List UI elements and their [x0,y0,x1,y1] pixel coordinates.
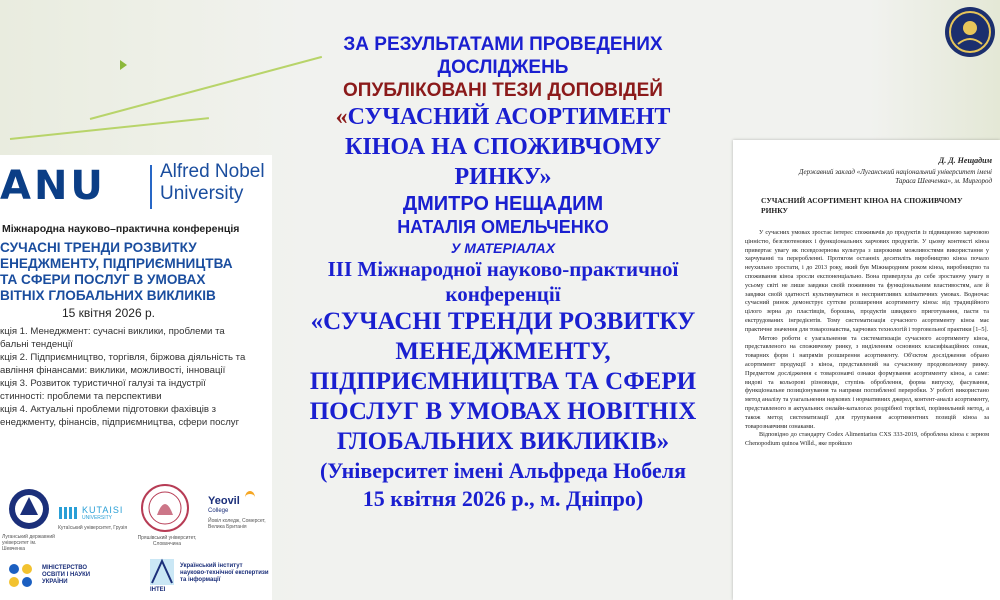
paper-author: Д. Д. Нещадим [938,156,992,165]
quote-open: « [335,104,348,130]
paper-title-line-3: РИНКУ» [454,164,552,190]
intei-name: ІНТЕІ [150,587,166,593]
author-1: ДМИТРО НЕЩАДИМ [402,193,604,215]
poster-date: 15 квітня 2026 р. [62,306,155,320]
conference-line-1: ІІІ Міжнародної науково-практичної [327,257,679,281]
section-line: кція 2. Підприємництво, торгівля, біржова діяльність та [0,352,246,363]
conference-title-line-3: ПІДПРИЄМНИЦТВА ТА СФЕРИ [309,368,697,395]
kutaisi-caption: Кутаїський університет, Грузія [58,525,128,531]
thesis-page-preview [733,140,1000,600]
section-line: кція 4. Актуальні проблеми підготовки фахівців з [0,404,217,415]
poster-conference-name: Міжнародна науково–практична конференція [2,223,240,235]
yeovil-swoosh-icon [245,491,255,504]
published-theses-line: ОПУБЛІКОВАНІ ТЕЗИ ДОПОВІДЕЙ [343,80,663,101]
logo-divider [150,165,152,209]
section-line: бальні тенденції [0,339,73,350]
yeovil-name: Yeovil [208,495,240,507]
conference-title-line-2: МЕНЕДЖМЕНТУ, [395,338,611,365]
paper-paragraph: Метою роботи є узагальнення та систематизація сучасного асортименту кіноа, представленого на споживчому ринку, з виділенням основних класифікаційних ознак, товарних форм і напрямів розширення асортименту. Об'єктом дослідження обрано асортимент продукції з кіноа, представлений на сучасному продовольчому ринку. Предметом дослідження є товарознавчі ознаки формування асортименту кіноа, а саме: видові та кольорові різновиди, ступінь оброблення, форма випуску, фасування, функціональне позиціонування та напрями поглибленої переробки. У роботі використано метод аналізу та узагальнення наукових і нормативних джерел, контент-аналіз асортименту, представленого в актуальних онлайн-каталогах роздрібної торгівлі, порівняльний метод, а також метод систематизації для групування асортиментних позицій кіноа за товарознавчими ознаками. [745,334,989,430]
university-line: (Університет імені Альфреда Нобеля [319,458,687,483]
university-logo-text [160,161,265,205]
paper-title-line-2: КІНОА НА СПОЖИВЧОМУ [344,134,662,160]
kutaisi-logo-icon [58,505,80,521]
conference-poster [0,155,272,600]
poster-title-line: ТА СФЕРИ ПОСЛУГ В УМОВАХ [0,272,206,287]
kutaisi-name: KUTAISI [82,505,124,515]
in-materials-label: У МАТЕРІАЛАХ [450,240,556,256]
university-emblem-icon [944,6,996,58]
author-2: НАТАЛІЯ ОМЕЛЬЧЕНКО [397,217,609,237]
prishtina-caption: Пряшівський університет, Словаччина [137,535,197,547]
poster-title-line: ВІТНІХ ГЛОБАЛЬНИХ ВИКЛИКІВ [0,288,216,303]
paper-title: СУЧАСНИЙ АСОРТИМЕНТ КІНОА НА СПОЖИВЧОМУ РИНКУ [761,196,963,215]
intei-logo-icon [148,557,176,587]
intro-line-2: ДОСЛІДЖЕНЬ [437,57,569,78]
conference-title-line-5: ГЛОБАЛЬНИХ ВИКЛИКІВ» [336,428,670,455]
poster-sections-list [0,325,272,429]
luhansk-university-emblem-icon [8,488,50,530]
poster-title-line: СУЧАСНІ ТРЕНДИ РОЗВИТКУ [0,240,197,255]
date-city-line: 15 квітня 2026 р., м. Дніпро) [362,486,644,511]
ministry-name: МІНІСТЕРСТВО ОСВІТИ І НАУКИ УКРАЇНИ [42,565,91,585]
intei-text: Український інститут науково-технічної експертизи та інформації [180,563,269,583]
poster-conference-title [0,240,272,304]
paper-paragraph: У сучасних умовах зростає інтерес споживачів до продуктів із підвищеною харчовою цінністю, безглютенових і функціональних харчових продуктів. У цьому контексті кіноа привертає увагу як псевдозернова культура з широкими можливостями використання у харчуванні та переробленні. Протягом останніх десятиліть виробництво кіноа почало неухильно зростати, і до 2013 року, який був Міжнародним роком кіноа, виробництво та споживання кіноа зросли експоненціально. Вона приверлула до себе зростаючу увагу в усьому світі не лише завдяки своїй поживним та функціональним властивостям, але й завдяки своїй здатності культивуватися в несприятливих кліматичних умовах. Водночас сучасний ринок демонструє суттєве розширення асортименту кіноа: від традиційного цілого зерна до пластівців, борошна, продуктів швидкого приготування, пасти та екструдованих інгредієнтів. Тому систематизація сучасного асортименту кіноа має практичне значення для товарознавства, харчових технологій і торговельної практики [1–5]. [745,229,989,333]
paper-paragraph: Відповідно до стандарту Codex Alimentarius CXS 333-2019, оброблена кіноа є зерном Chenopodium quinoa Willd., яке пройшло [745,431,989,448]
play-triangle-icon [120,60,127,70]
conference-title-line-4: ПОСЛУГ В УМОВАХ НОВІТНІХ [309,398,697,425]
prishtina-seal-icon [140,483,190,533]
logo-line-2: University [160,183,244,204]
anu-logo: ANU [0,163,106,209]
section-line: енеджменту, фінансів, підприємництва, сфери послуг [0,417,240,428]
paper-affiliation: Державний заклад «Луганський національний університет імені Тараса Шевченка», м. Миргород [799,168,992,185]
yeovil-sub: College [208,508,229,514]
yeovil-caption: Йовіл коледж, Сомерсет, Велика Британія [208,518,266,530]
announcement-text [268,33,738,513]
paper-body [745,229,989,449]
section-line: кція 1. Менеджмент: сучасні виклики, проблеми та [0,326,225,337]
luhansk-caption: Луганський державний університет ім. Шевченка [2,534,55,552]
conference-line-2: конференції [445,282,561,306]
section-line: авління фінансами: виклики, можливості, інновації [0,365,226,376]
intro-line-1: ЗА РЕЗУЛЬТАТАМИ ПРОВЕДЕНИХ [343,34,663,55]
kutaisi-sub: UNIVERSITY [82,515,113,521]
paper-title-line-1 [268,102,738,132]
ministry-logo-icon [6,561,36,591]
conference-title-line-1: «СУЧАСНІ ТРЕНДИ РОЗВИТКУ [310,308,696,335]
logo-line-1: Alfred Nobel [160,161,265,182]
poster-title-line: ЕНЕДЖМЕНТУ, ПІДПРИЄМНИЦТВА [0,256,233,271]
section-line: стинності: проблеми та перспективи [0,391,162,402]
paper-title-text-1: СУЧАСНИЙ АСОРТИМЕНТ [347,104,671,130]
section-line: кція 3. Розвиток туристичної галузі та індустрії [0,378,206,389]
